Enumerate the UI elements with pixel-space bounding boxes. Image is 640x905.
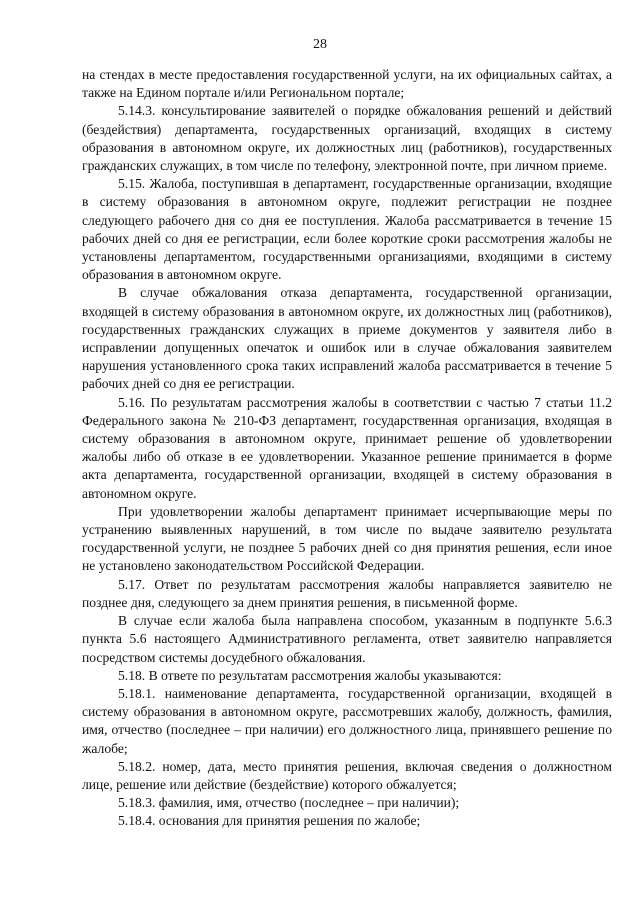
paragraph-5-16-satisfaction: При удовлетворении жалобы департамент принимает исчерпывающие меры по устранению выявленных нарушений, в том числе по выдаче заявителю результата государственной услуги, не позднее 5 рабочих дней со дня принятия решения, если иное не установлено законодательством Российской Федерации. xyxy=(82,503,612,574)
paragraph-5-17-method: В случае если жалоба была направлена способом, указанным в подпункте 5.6.3 пункта 5.6 настоящего Административного регламента, ответ заявителю направляется посредством системы досудебного обжалования. xyxy=(82,613,612,665)
paragraph-5-18: 5.18. В ответе по результатам рассмотрения жалобы указываются: xyxy=(118,667,502,683)
paragraph-5-14-3: 5.14.3. консультирование заявителей о порядке обжалования решений и действий (бездействия) департамента, государственных организаций, входящих в систему образования в автономном округе, их должностных лиц (работников), государственных гражданских служащих, в том числе по телефону, электронной почте, при личном приеме. xyxy=(82,103,612,174)
paragraph-5-18-3: 5.18.3. фамилия, имя, отчество (последнее – при наличии); xyxy=(118,795,460,811)
paragraph-5-17: 5.17. Ответ по результатам рассмотрения жалобы направляется заявителю не позднее дня, следующего за днем принятия решения, в письменной форме. xyxy=(82,576,612,610)
paragraph-5-15: 5.15. Жалоба, поступившая в департамент, государственные организации, входящие в систему образования в автономном округе, подлежит регистрации не позднее следующего рабочего дня со дня ее поступления. Жалоба рассматривается в течение 15 рабочих дней со дня ее регистрации, если более короткие сроки рассмотрения жалобы не установлены департаментом, государственными организациями, входящими в систему образования в автономном округе. xyxy=(82,176,612,283)
paragraph-5-18-1: 5.18.1. наименование департамента, государственной организации, входящей в систему образования в автономном округе, рассмотревших жалобу, должность, фамилия, имя, отчество (последнее – при наличии) его должностного лица, принявшего решение по жалобе; xyxy=(82,685,612,756)
page-number: 28 xyxy=(313,37,327,52)
paragraph-5-18-2: 5.18.2. номер, дата, место принятия решения, включая сведения о должностном лице, решение или действие (бездействие) которого обжалуется; xyxy=(82,758,612,792)
paragraph-5-16: 5.16. По результатам рассмотрения жалобы в соответствии с частью 7 статьи 11.2 Федерального закона № 210-ФЗ департамент, государственная организация, входящая в систему образования в автономном округе, принимает решение об удовлетворении жалобы либо об отказе в ее удовлетворении. Указанное решение принимается в форме акта департамента, государственной организации, входящей в систему образования в автономном округе. xyxy=(82,394,612,501)
paragraph-continuation: на стендах в месте предоставления государственной услуги, на их официальных сайтах, а также на Едином портале и/или Региональном портале; xyxy=(82,67,612,101)
paragraph-5-15-refusal: В случае обжалования отказа департамента, государственной организации, входящей в систему образования в автономном округе, их должностных лиц (работников), государственных гражданских служащих в приеме документов у заявителя либо в исправлении допущенных опечаток и ошибок или в случае обжалования заявителем нарушения установленного срока таких исправлений жалоба рассматривается в течение 5 рабочих дней со дня ее регистрации. xyxy=(82,285,612,392)
paragraph-5-18-4: 5.18.4. основания для принятия решения по жалобе; xyxy=(118,813,421,829)
document-body xyxy=(82,66,612,831)
